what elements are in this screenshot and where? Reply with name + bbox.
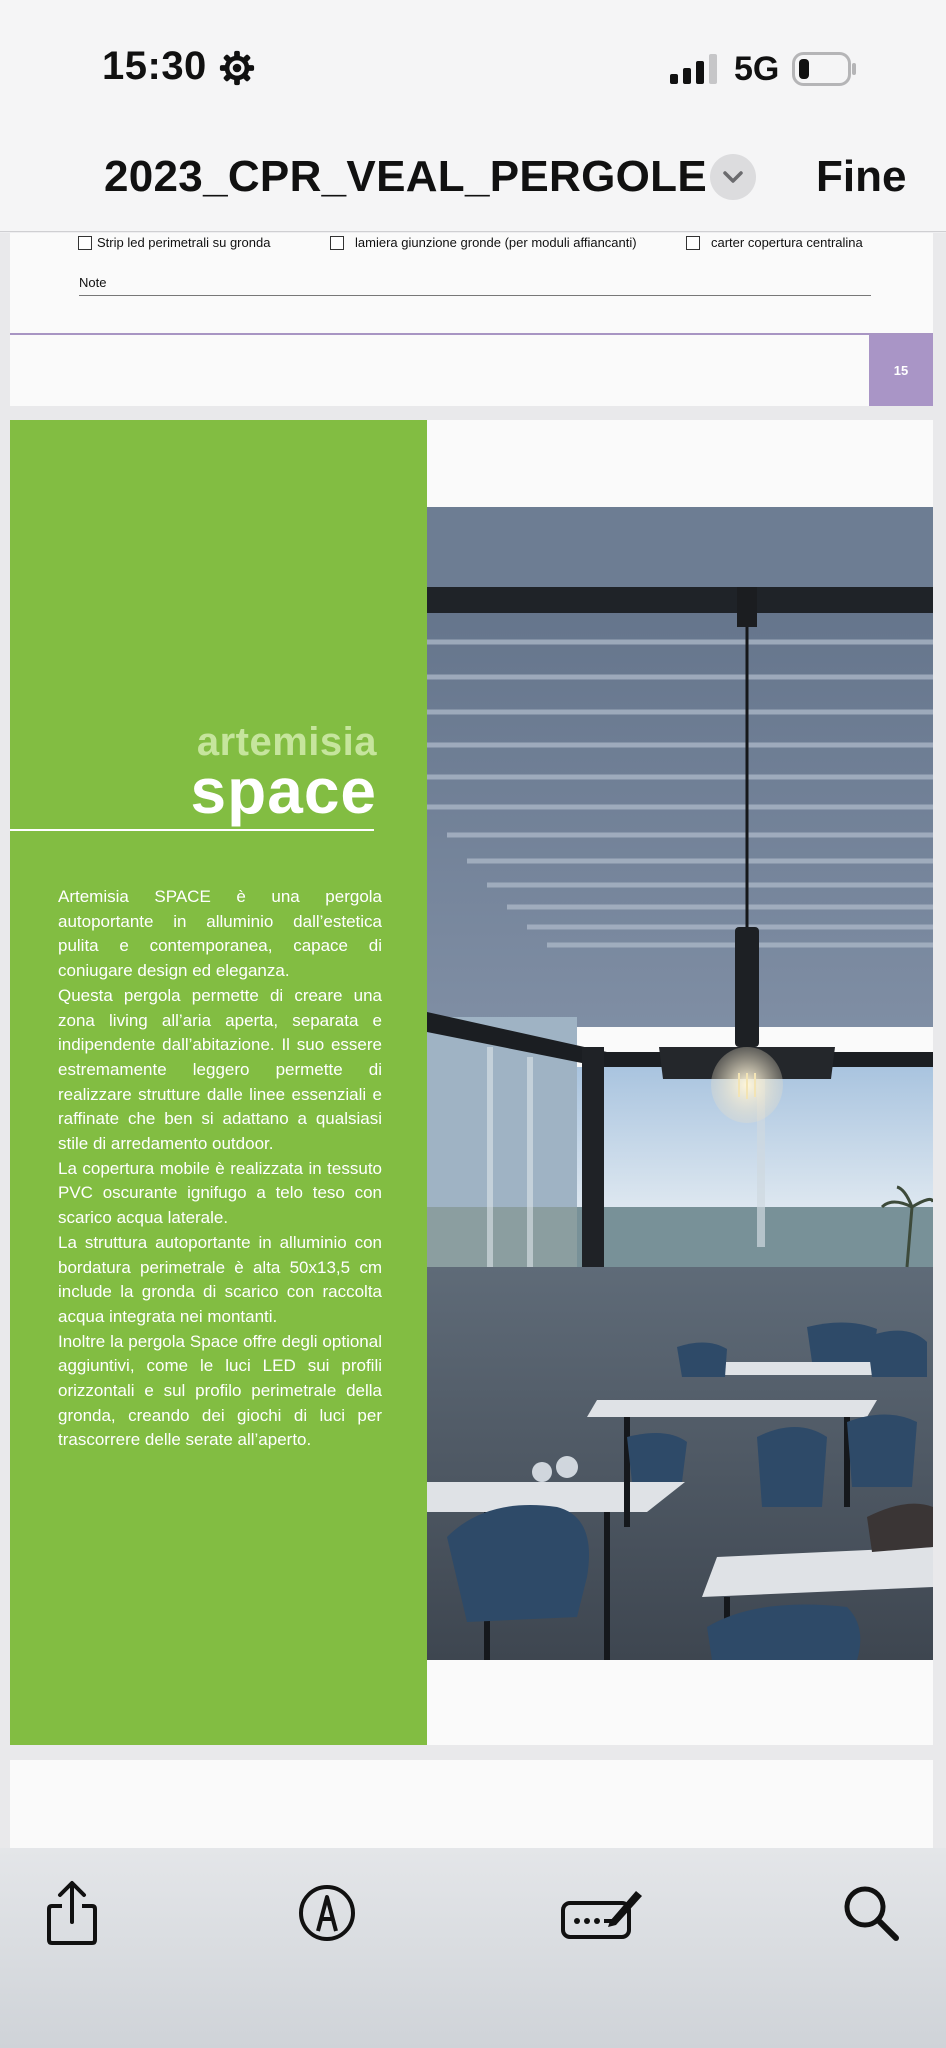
search-icon bbox=[841, 1883, 901, 1943]
network-type: 5G bbox=[734, 50, 780, 88]
brand-title: space bbox=[190, 755, 377, 827]
checkbox-strip-led[interactable] bbox=[78, 235, 270, 250]
document-viewer[interactable] bbox=[0, 233, 946, 1848]
share-icon bbox=[44, 1880, 100, 1946]
description-paragraph: Artemisia SPACE è una pergola autoportante in alluminio dall’estetica pulita e contemporanea, capace di coniugare design ed eleganza. bbox=[58, 887, 382, 981]
status-time: 15:30 bbox=[102, 44, 207, 88]
gear-icon bbox=[218, 49, 256, 87]
description-paragraph: Questa pergola permette di creare una zona living all’aria aperta, separata e indipendente dall’abitazione. Il suo essere estremamente leggero permette di realizzare strutture dalle linee essenziali e raffinate che ben si adattano a qualsiasi stile di arredamento outdoor. bbox=[58, 985, 382, 1154]
battery-icon bbox=[792, 52, 858, 86]
description-paragraph: La copertura mobile è realizzata in tessuto PVC oscurante ignifugo a telo teso con scarico acqua laterale. bbox=[58, 1158, 382, 1228]
checkbox-box[interactable] bbox=[330, 236, 344, 250]
signature-button[interactable] bbox=[560, 1878, 644, 1948]
signature-icon bbox=[560, 1885, 644, 1941]
description-panel bbox=[10, 420, 427, 1745]
page-number: 15 bbox=[869, 335, 933, 406]
done-button[interactable]: Fine bbox=[816, 152, 907, 201]
checkbox-label: lamiera giunzione gronde (per moduli affiancanti) bbox=[355, 235, 637, 250]
footer-divider bbox=[10, 333, 933, 335]
bottom-toolbar bbox=[0, 1848, 946, 2048]
checkbox-lamiera[interactable] bbox=[330, 235, 637, 250]
checkbox-label: carter copertura centralina bbox=[711, 235, 863, 250]
share-button[interactable] bbox=[37, 1878, 107, 1948]
checkbox-box[interactable] bbox=[78, 236, 92, 250]
markup-button[interactable] bbox=[292, 1878, 362, 1948]
note-label: Note bbox=[79, 275, 107, 290]
brand-subtitle: artemisia bbox=[196, 720, 377, 764]
pdf-page-15 bbox=[10, 233, 933, 406]
search-button[interactable] bbox=[836, 1878, 906, 1948]
navigation-bar bbox=[0, 140, 946, 232]
chevron-down-icon bbox=[722, 170, 744, 184]
product-description bbox=[58, 885, 382, 1453]
checkbox-carter[interactable] bbox=[686, 235, 863, 250]
pergola-photo bbox=[427, 507, 933, 1660]
pdf-page-artemisia-space bbox=[10, 420, 933, 1745]
cellular-signal-icon bbox=[670, 54, 718, 84]
checkbox-row bbox=[10, 235, 933, 255]
document-title[interactable]: 2023_CPR_VEAL_PERGOLE bbox=[104, 152, 707, 201]
checkbox-box[interactable] bbox=[686, 236, 700, 250]
status-bar bbox=[0, 0, 946, 140]
pdf-page-next bbox=[10, 1760, 933, 1848]
checkbox-label: Strip led perimetrali su gronda bbox=[97, 235, 271, 250]
title-rule bbox=[10, 829, 374, 831]
note-field[interactable] bbox=[79, 295, 871, 296]
description-paragraph: Inoltre la pergola Space offre degli optional aggiuntivi, come le luci LED sui profili orizzontali e sul profilo perimetrale della gronda, creando dei giochi di luci per trascorrere delle serate all’aperto. bbox=[58, 1331, 382, 1450]
markup-icon bbox=[297, 1883, 357, 1943]
title-menu-button[interactable] bbox=[710, 154, 756, 200]
description-paragraph: La struttura autoportante in alluminio con bordatura perimetrale è alta 50x13,5 cm include la gronda di scarico con raccolta acqua integrata nei montanti. bbox=[58, 1232, 382, 1326]
